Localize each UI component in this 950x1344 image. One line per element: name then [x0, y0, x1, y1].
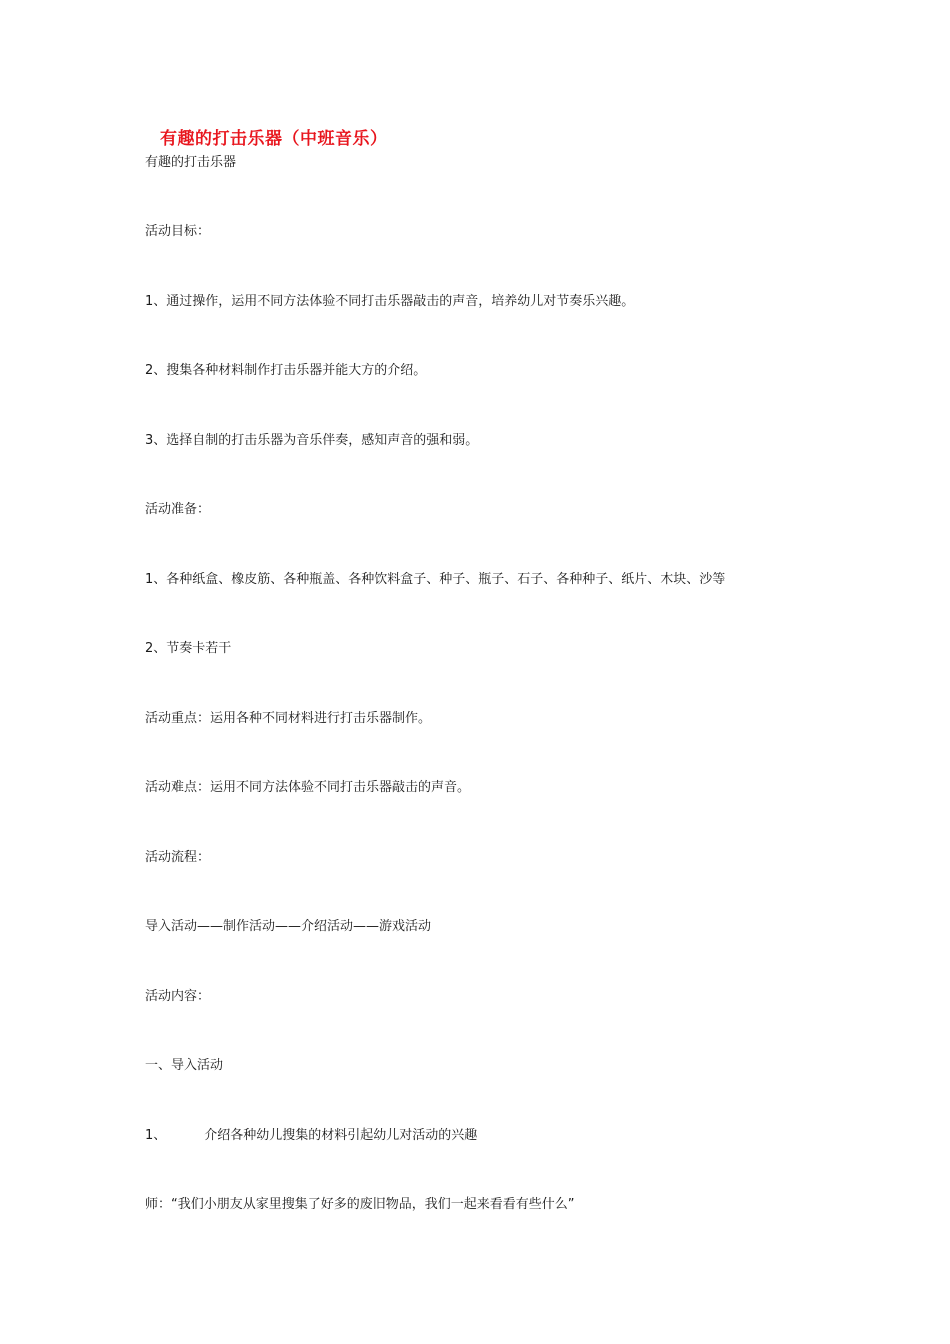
section-heading-preparation: 活动准备：: [145, 502, 211, 517]
goal-item-1: 1、通过操作，运用不同方法体验不同打击乐器敲击的声音，培养幼儿对节奏乐兴趣。: [145, 294, 635, 309]
preparation-item-2: 2、节奏卡若干: [145, 641, 232, 656]
content-part-1-heading: 一、导入活动: [145, 1058, 224, 1073]
list-item-number: 1、: [145, 1128, 167, 1143]
process-flow-line: 导入活动——制作活动——介绍活动——游戏活动: [145, 919, 432, 934]
goal-item-2: 2、搜集各种材料制作打击乐器并能大方的介绍。: [145, 363, 427, 378]
list-item-text: 介绍各种幼儿搜集的材料引起幼儿对活动的兴趣: [204, 1128, 478, 1143]
section-heading-content: 活动内容：: [145, 989, 211, 1004]
teacher-quote-line: 师：“我们小朋友从家里搜集了好多的废旧物品，我们一起来看看有些什么”: [145, 1197, 575, 1212]
preparation-item-1: 1、各种纸盒、橡皮筋、各种瓶盖、各种饮料盒子、种子、瓶子、石子、各种种子、纸片、木块、沙等: [145, 572, 726, 587]
difficulty-line: 活动难点：运用不同方法体验不同打击乐器敲击的声音。: [145, 780, 471, 795]
section-heading-goals: 活动目标：: [145, 224, 211, 239]
key-point-line: 活动重点：运用各种不同材料进行打击乐器制作。: [145, 711, 432, 726]
section-heading-process: 活动流程：: [145, 850, 211, 865]
subtitle-line: 有趣的打击乐器: [145, 155, 237, 170]
content-list-item: [145, 1127, 477, 1145]
document-title: 有趣的打击乐器（中班音乐）: [160, 129, 388, 149]
goal-item-3: 3、选择自制的打击乐器为音乐伴奏，感知声音的强和弱。: [145, 433, 479, 448]
